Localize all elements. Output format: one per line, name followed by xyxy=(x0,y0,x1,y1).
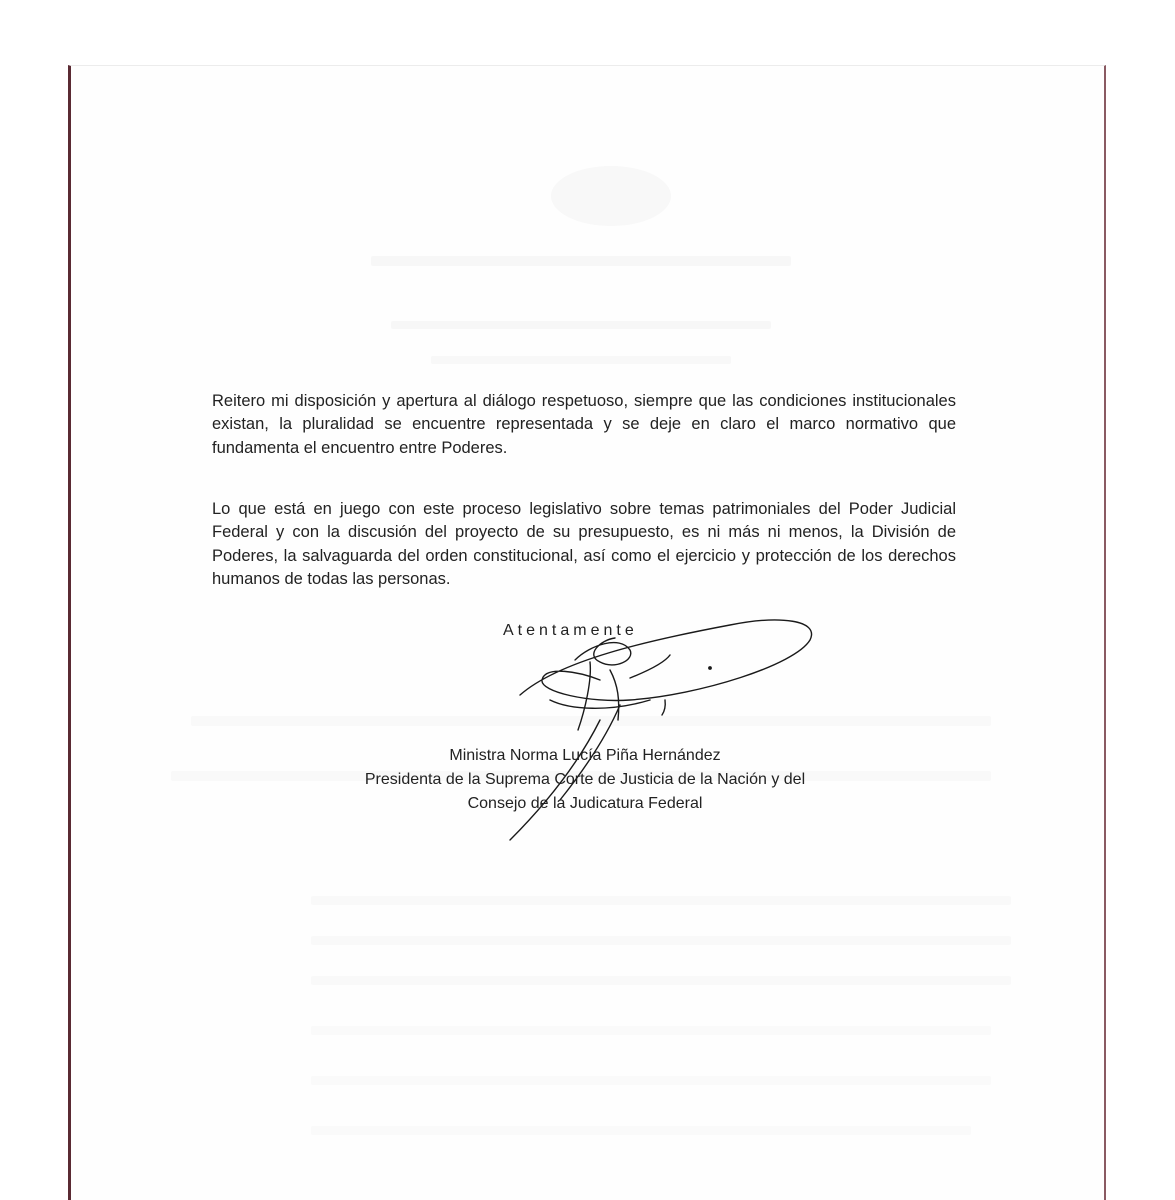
letter-paragraph-2: Lo que está en juego con este proceso legislativo sobre temas patrimoniales del Poder Judicial Federal y con la discusión del proyecto de su presupuesto, es ni más ni menos, la División de Poderes, la salvaguarda del orden constitucional, así como el ejercicio y protección de los derechos humanos de todas las personas. xyxy=(212,499,956,588)
bleed-through-mark xyxy=(391,321,771,329)
bleed-through-mark xyxy=(311,896,1011,905)
letter-paragraph-1: Reitero mi disposición y apertura al diálogo respetuoso, siempre que las condiciones institucionales existan, la pluralidad se encuentre representada y se deje en claro el marco normativo que fundamenta el encuentro entre Poderes. xyxy=(212,391,956,457)
bleed-through-mark xyxy=(311,1026,991,1035)
closing-salutation: Atentamente xyxy=(503,622,638,639)
bleed-through-mark xyxy=(551,166,671,226)
signer-title-line-1: Presidenta de la Suprema Corte de Justicia de la Nación y del xyxy=(364,771,806,788)
bleed-through-mark xyxy=(371,256,791,266)
signer-title-line-2: Consejo de la Judicatura Federal xyxy=(467,795,703,812)
bleed-through-mark xyxy=(431,356,731,364)
bleed-through-mark xyxy=(311,1076,991,1085)
bleed-through-mark xyxy=(311,976,1011,985)
bleed-through-mark xyxy=(311,1126,971,1135)
bleed-through-mark xyxy=(311,936,1011,945)
signer-name: Ministra Norma Lucía Piña Hernández xyxy=(449,747,721,764)
